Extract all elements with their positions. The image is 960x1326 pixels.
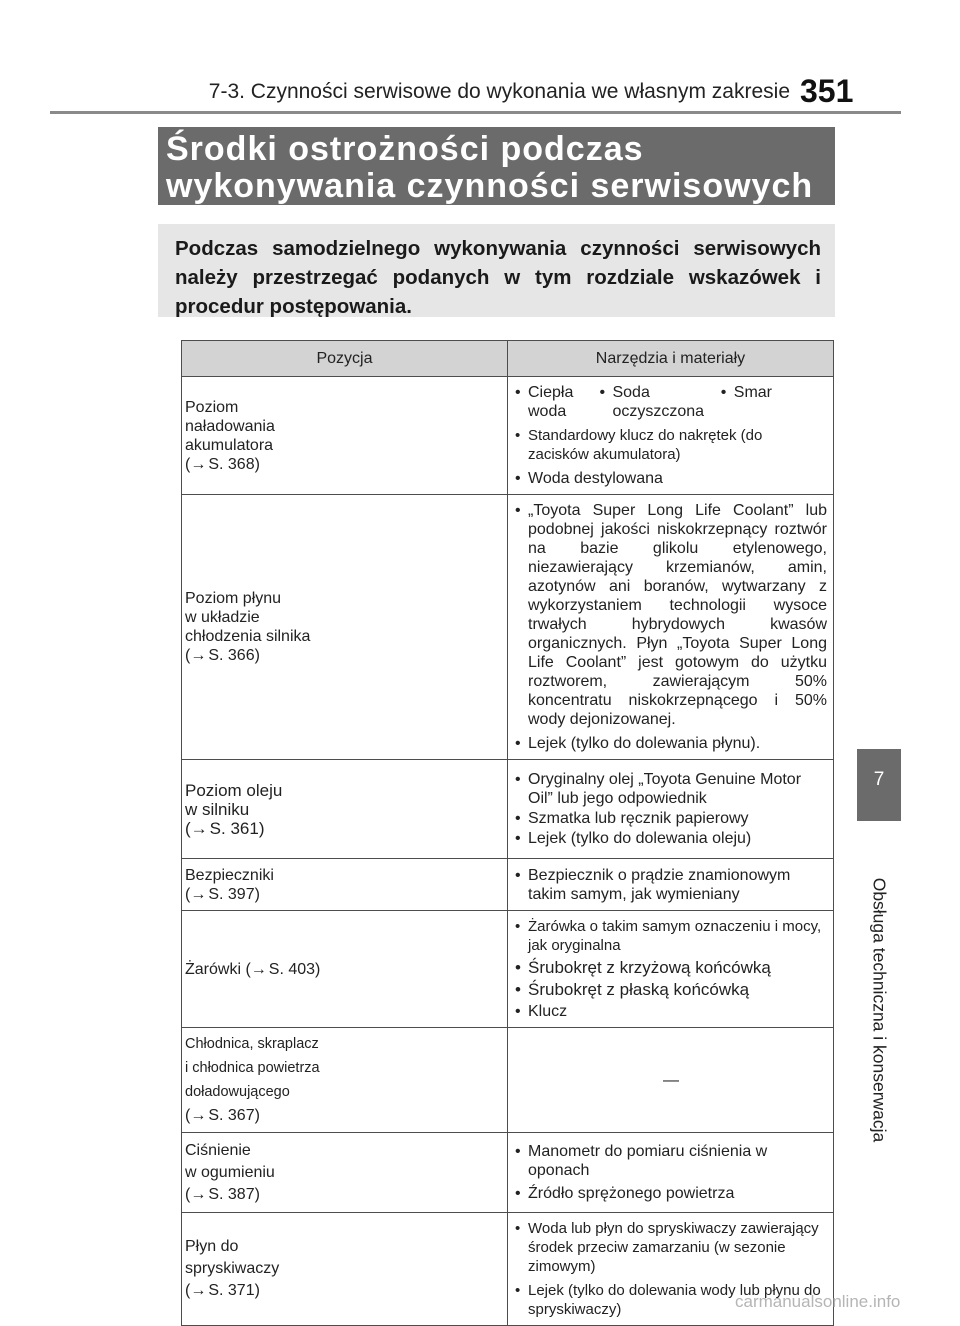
position-line: Poziom płynu — [185, 590, 282, 607]
list-item: • Standardowy klucz do nakrętek (do zacisków akumulatora) — [515, 426, 827, 464]
page-reference-text: S. 371) — [208, 1282, 260, 1299]
table-row — [182, 1028, 834, 1133]
page-reference: (→ S. 361) — [185, 818, 265, 838]
list-item: • Manometr do pomiaru ciśnienia w oponach — [515, 1142, 827, 1180]
page-reference-text: S. 403) — [268, 960, 321, 978]
page-reference: (→ S. 366) — [185, 647, 260, 664]
arrow-right-icon: → — [190, 647, 207, 664]
position-line: w układzie — [185, 609, 260, 626]
inline-items — [515, 383, 827, 421]
table-row — [182, 911, 834, 1028]
section-title: 7-3. Czynności serwisowe do wykonania we własnym zakresie — [208, 80, 790, 103]
position-line: Chłodnica, skraplacz — [185, 1036, 319, 1052]
position-line: w silniku — [185, 799, 250, 819]
list-item: • Woda lub płyn do spryskiwaczy zawierający środek przeciw zamarzaniu (w sezonie zimowym) — [515, 1219, 827, 1276]
position-line: Poziom — [185, 398, 239, 416]
no-tools-dash: — — [663, 1071, 679, 1089]
position-line: Bezpieczniki — [185, 866, 274, 884]
position-line: spryskiwaczy — [185, 1260, 280, 1277]
page-reference: (→ S. 397) — [185, 885, 260, 903]
arrow-right-icon: → — [190, 885, 207, 903]
list-item: • Oryginalny olej „Toyota Genuine Motor Oil” lub jego odpowiednik — [515, 770, 827, 808]
list-item: • Bezpiecznik o prądzie znamionowym takim samym, jak wymieniany — [515, 866, 827, 904]
position-line: Poziom oleju — [185, 780, 283, 800]
list-item: • Lejek (tylko do dolewania płynu). — [515, 734, 827, 753]
header-rule — [50, 111, 901, 114]
list-item: • Śrubokręt z płaską końcówką — [515, 980, 827, 999]
chapter-tab[interactable] — [857, 749, 901, 821]
arrow-right-icon: → — [190, 455, 207, 473]
position-cell — [182, 1028, 508, 1133]
position-cell — [182, 859, 508, 911]
page-reference: (→ S. 367) — [185, 1104, 503, 1128]
arrow-right-icon: → — [190, 1185, 207, 1203]
table-row — [182, 377, 834, 495]
position-cell — [182, 377, 508, 495]
tools-table — [181, 340, 834, 1326]
list-item: • Klucz — [515, 1002, 827, 1021]
table-row — [182, 495, 834, 760]
page-title-line-2: wykonywania czynności serwisowych — [166, 167, 814, 205]
tools-cell — [508, 859, 834, 911]
tools-cell — [508, 1133, 834, 1213]
page-reference-text: S. 361) — [209, 818, 265, 838]
page-reference-text: S. 366) — [208, 647, 260, 664]
arrow-right-icon: → — [250, 960, 267, 978]
chapter-title: Obsługa techniczna i konserwacja — [869, 877, 890, 1143]
position-line: Żarówki ( — [185, 960, 251, 978]
tools-cell — [508, 1028, 834, 1133]
list-item: • Smar — [721, 383, 772, 421]
page-reference-text: S. 397) — [208, 885, 260, 903]
arrow-right-icon: → — [190, 818, 208, 838]
list-item: • Lejek (tylko do dolewania wody lub płynu do spryskiwaczy) — [515, 1281, 827, 1319]
position-line: naładowania — [185, 417, 275, 435]
intro-box — [158, 224, 835, 317]
list-item: • Soda oczyszczona — [599, 383, 720, 421]
arrow-right-icon: → — [190, 1282, 207, 1299]
page-reference: (→ S. 387) — [185, 1184, 503, 1206]
table-row — [182, 859, 834, 911]
page-reference-text: S. 368) — [208, 455, 260, 473]
position-line: Płyn do — [185, 1238, 239, 1255]
page-reference-text: S. 367) — [208, 1107, 260, 1124]
column-header-position: Pozycja — [182, 341, 508, 377]
column-header-tools: Narzędzia i materiały — [508, 341, 834, 377]
list-item: • Żarówka o takim samym oznaczeniu i mocy, jak oryginalna — [515, 917, 827, 955]
list-item: • Ciepła woda — [515, 383, 599, 421]
position-cell — [182, 760, 508, 859]
chapter-number: 7 — [873, 769, 885, 790]
tools-cell — [508, 377, 834, 495]
position-cell — [182, 1133, 508, 1213]
position-line: i chłodnica powietrza — [185, 1060, 320, 1076]
position-line: w ogumieniu — [185, 1163, 275, 1181]
page-title-line-1: Środki ostrożności podczas — [166, 130, 644, 168]
position-line: chłodzenia silnika — [185, 628, 311, 645]
intro-text: Podczas samodzielnego wykonywania czynności serwisowych należy przestrzegać podanych w tym rozdziale wskazówek i procedur postępowania. — [175, 237, 821, 318]
position-line: Ciśnienie — [185, 1141, 251, 1159]
arrow-right-icon: → — [190, 1107, 207, 1124]
list-item: • Śrubokręt z krzyżową końcówką — [515, 958, 827, 977]
position-line: akumulatora — [185, 436, 274, 454]
tools-cell — [508, 911, 834, 1028]
watermark: carmanualsonline.info — [735, 1292, 901, 1311]
page-number: 351 — [800, 73, 854, 109]
position-cell — [182, 495, 508, 760]
list-item: • Szmatka lub ręcznik papierowy — [515, 809, 827, 828]
list-item: • Woda destylowana — [515, 469, 827, 488]
page-reference-text: S. 387) — [208, 1185, 260, 1203]
table-row — [182, 760, 834, 859]
list-item: • Źródło sprężonego powietrza — [515, 1184, 827, 1203]
running-head — [0, 0, 960, 120]
page-title — [158, 127, 835, 205]
position-cell — [182, 1213, 508, 1326]
list-item: • Lejek (tylko do dolewania oleju) — [515, 829, 827, 848]
tools-cell — [508, 760, 834, 859]
position-cell — [182, 911, 508, 1028]
table-row — [182, 1133, 834, 1213]
list-item: • „Toyota Super Long Life Coolant” lub podobnej jakości niskokrzepnący roztwór na bazie glikolu etylenowego, niezawierający krzemianów, amin, azotynów ani boranów, wytwarzany z wykorzystaniem technologii wysoce trwałych hybrydowych kwasów organicznych. Płyn „Toyota Super Long Life Coolant” jest gotowym do użytku roztworem, zawierającym 50% koncentratu niskokrzepnącego i 50% wody dejonizowanej. — [515, 501, 827, 729]
page-reference: (→ S. 368) — [185, 455, 260, 473]
table-header-row — [182, 341, 834, 377]
tools-cell — [508, 495, 834, 760]
position-line: doładowującego — [185, 1084, 290, 1100]
page-reference: (→ S. 371) — [185, 1280, 503, 1302]
